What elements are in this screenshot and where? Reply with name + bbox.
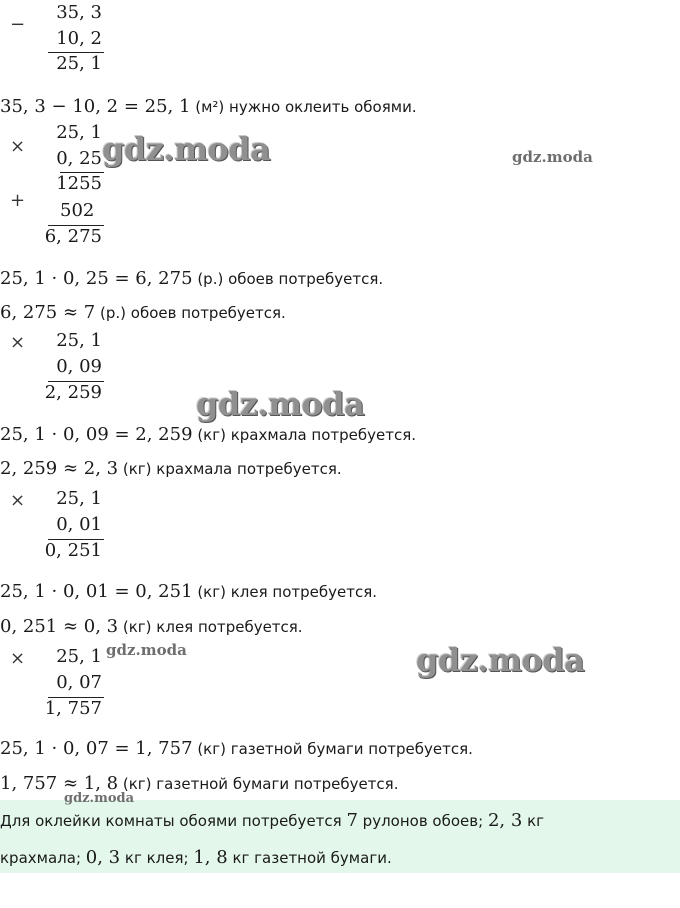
solution-line-9: 1, 757 ≈ 1, 8 (кг) газетной бумаги потребуется.	[0, 773, 399, 794]
calc5-factor-b: 0, 07	[56, 672, 102, 693]
calc4-factor-b: 0, 01	[56, 514, 102, 535]
answer-block	[0, 800, 680, 873]
watermark-logo: gdz.moda	[512, 148, 593, 166]
calc2-partial-2: 502	[60, 200, 95, 221]
solution-line-1: 35, 3 − 10, 2 = 25, 1 (м²) нужно оклеить обоями.	[0, 96, 417, 117]
solution-line-3: 6, 275 ≈ 7 (р.) обоев потребуется.	[0, 302, 286, 323]
solution-line-4: 25, 1 · 0, 09 = 2, 259 (кг) крахмала потребуется.	[0, 424, 417, 445]
watermark-logo: gdz.moda	[64, 791, 135, 806]
times-sign: ×	[10, 332, 26, 353]
answer-line-1: Для оклейки комнаты обоями потребуется 7 рулонов обоев; 2, 3 кг	[0, 810, 545, 831]
calc5-result: 1, 757	[44, 698, 102, 719]
calc3-factor-b: 0, 09	[56, 356, 102, 377]
watermark-logo: gdz.moda	[102, 130, 271, 168]
calc4-result: 0, 251	[44, 540, 102, 561]
solution-line-5: 2, 259 ≈ 2, 3 (кг) крахмала потребуется.	[0, 458, 342, 479]
watermark-logo: gdz.moda	[196, 385, 365, 423]
times-sign: ×	[10, 136, 26, 157]
calc2-partial-1: 1255	[56, 173, 102, 194]
times-sign: ×	[10, 490, 26, 511]
calc2-factor-b: 0, 25	[56, 148, 102, 169]
solution-line-6: 25, 1 · 0, 01 = 0, 251 (кг) клея потребуется.	[0, 581, 377, 602]
plus-sign: +	[10, 190, 26, 211]
watermark-logo: gdz.moda	[416, 641, 585, 679]
calc4-factor-a: 25, 1	[56, 488, 102, 509]
calc3-factor-a: 25, 1	[56, 330, 102, 351]
calc1-result: 25, 1	[56, 53, 102, 74]
answer-line-2: крахмала; 0, 3 кг клея; 1, 8 кг газетной бумаги.	[0, 847, 392, 868]
calc1-minuend: 35, 3	[56, 2, 102, 23]
calc1-subtrahend: 10, 2	[56, 28, 102, 49]
minus-sign: −	[10, 14, 26, 35]
calc2-result: 6, 275	[44, 226, 102, 247]
solution-line-7: 0, 251 ≈ 0, 3 (кг) клея потребуется.	[0, 616, 303, 637]
solution-line-2: 25, 1 · 0, 25 = 6, 275 (р.) обоев потребуется.	[0, 268, 384, 289]
calc3-result: 2, 259	[44, 382, 102, 403]
calc5-factor-a: 25, 1	[56, 646, 102, 667]
calc2-factor-a: 25, 1	[56, 122, 102, 143]
solution-line-8: 25, 1 · 0, 07 = 1, 757 (кг) газетной бумаги потребуется.	[0, 738, 473, 759]
times-sign: ×	[10, 648, 26, 669]
watermark-logo: gdz.moda	[106, 641, 187, 659]
